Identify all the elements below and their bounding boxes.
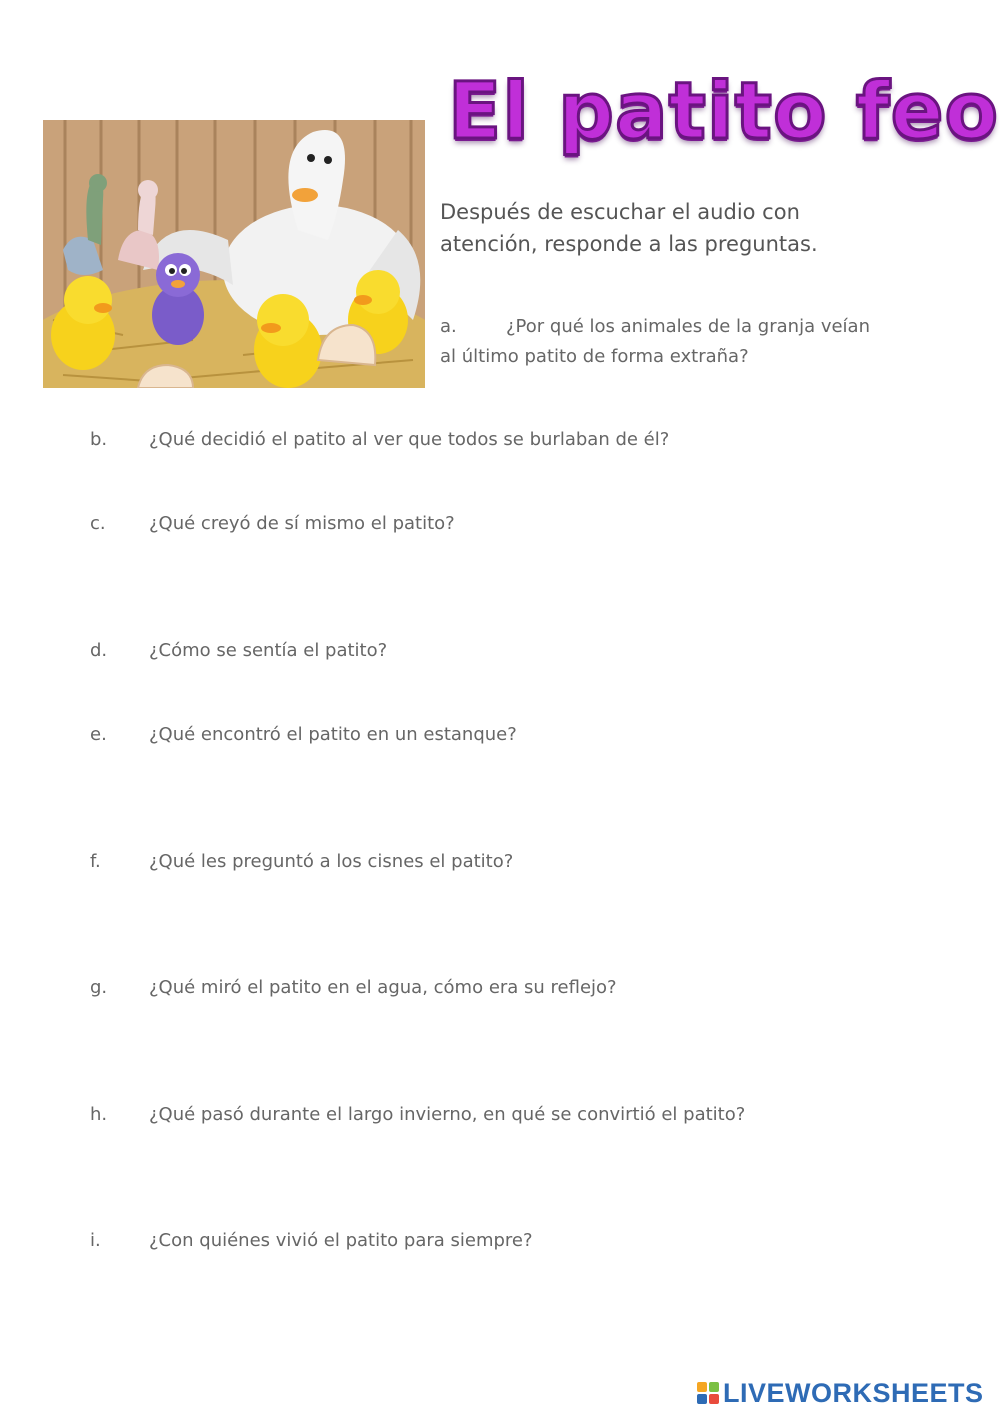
question-text: ¿Cómo se sentía el patito?: [149, 640, 388, 661]
liveworksheets-logo-text: LIVEWORKSHEETS: [723, 1377, 984, 1408]
question-text-line-1: ¿Por qué los animales de la granja veían: [506, 316, 870, 337]
question-label: c.: [90, 513, 106, 534]
question-b: [90, 427, 910, 453]
question-label: a.: [440, 316, 457, 337]
question-h: [90, 1102, 910, 1128]
question-label: b.: [90, 429, 108, 450]
question-label: f.: [90, 851, 101, 872]
question-text: ¿Qué creyó de sí mismo el patito?: [149, 513, 455, 534]
question-label: e.: [90, 724, 107, 745]
worksheet-title: El patito feo: [448, 67, 1000, 157]
liveworksheets-logo[interactable]: [697, 1378, 984, 1408]
instructions-line-2: atención, responde a las preguntas.: [440, 232, 818, 256]
ugly-duckling-illustration: [43, 120, 425, 388]
instructions-line-1: Después de escuchar el audio con: [440, 200, 800, 224]
question-e: [90, 722, 910, 748]
question-text: ¿Qué pasó durante el largo invierno, en qué se convirtió el patito?: [149, 1104, 746, 1125]
question-g: [90, 975, 910, 1001]
question-text: ¿Qué les preguntó a los cisnes el patito?: [149, 851, 514, 872]
question-c: [90, 511, 910, 537]
question-label: d.: [90, 640, 108, 661]
question-a: [440, 312, 960, 372]
question-text: ¿Con quiénes vivió el patito para siempre?: [149, 1230, 533, 1251]
question-label: h.: [90, 1104, 108, 1125]
question-text-line-2: al último patito de forma extraña?: [440, 346, 749, 367]
question-text: ¿Qué decidió el patito al ver que todos se burlaban de él?: [149, 429, 670, 450]
question-label: g.: [90, 977, 108, 998]
liveworksheets-logo-icon: [697, 1382, 719, 1404]
question-label: i.: [90, 1230, 101, 1251]
question-text: ¿Qué encontró el patito en un estanque?: [149, 724, 517, 745]
question-f: [90, 849, 910, 875]
question-text: ¿Qué miró el patito en el agua, cómo era su reflejo?: [149, 977, 617, 998]
instructions: [440, 196, 960, 260]
question-i: [90, 1228, 910, 1254]
question-d: [90, 638, 910, 664]
